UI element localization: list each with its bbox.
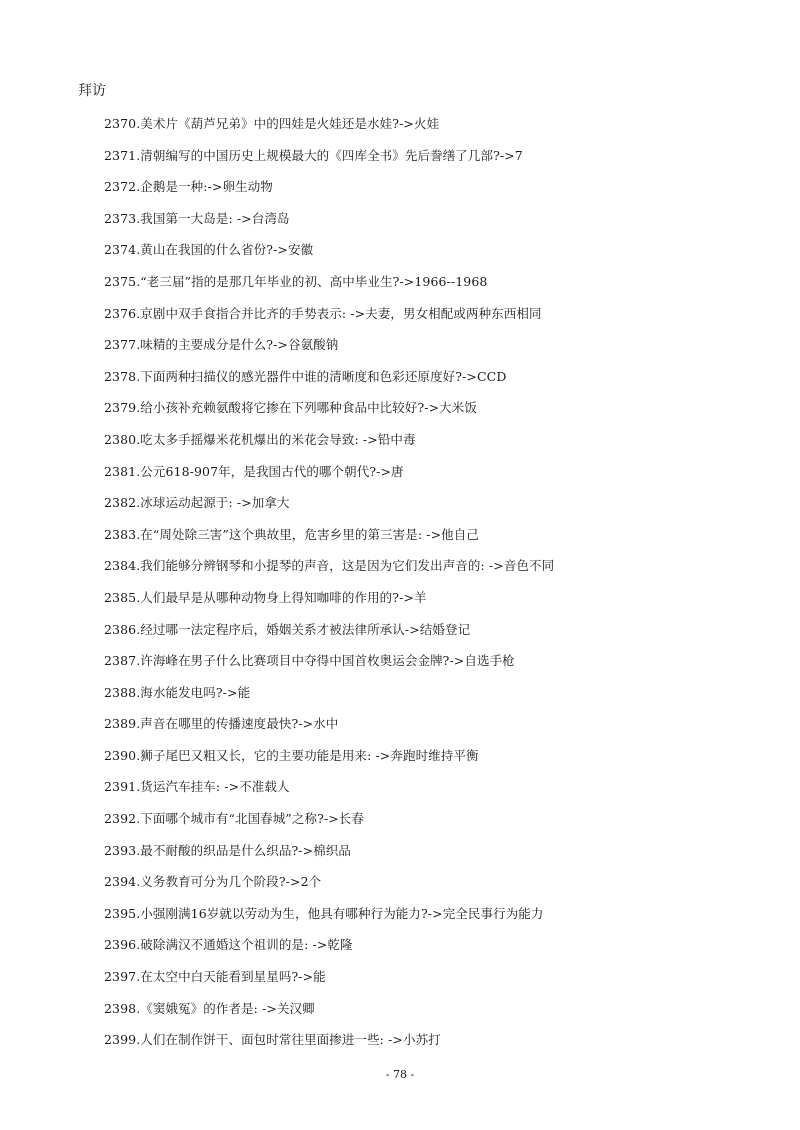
qa-item: 2371.清朝编写的中国历史上规模最大的《四库全书》先后誊缮了几部?->7 [104,147,523,163]
qa-item: 2382.冰球运动起源于: ->加拿大 [104,495,290,511]
qa-item: 2374.黄山在我国的什么省份?->安徽 [104,242,314,258]
qa-item: 2390.狮子尾巴又粗又长，它的主要功能是用来: ->奔跑时维持平衡 [104,747,479,763]
qa-item: 2386.经过哪一法定程序后，婚姻关系才被法律所承认->结婚登记 [104,621,471,637]
qa-item: 2394.义务教育可分为几个阶段?->2个 [104,874,322,890]
qa-item: 2373.我国第一大岛是: ->台湾岛 [104,210,290,226]
qa-item: 2389.声音在哪里的传播速度最快?->水中 [104,716,339,732]
qa-item: 2387.许海峰在男子什么比赛项目中夺得中国首枚奥运会金牌?->自选手枪 [104,653,515,669]
qa-item: 2384.我们能够分辨钢琴和小提琴的声音，这是因为它们发出声音的: ->音色不同 [104,558,555,574]
qa-item: 2370.美术片《葫芦兄弟》中的四娃是火娃还是水娃?->火娃 [104,116,440,131]
qa-item: 2380.吃太多手摇爆米花机爆出的米花会导致: ->铅中毒 [104,431,416,447]
page-number: - 78 - [385,1068,415,1081]
qa-item: 2397.在太空中白天能看到星星吗?->能 [104,969,326,985]
qa-item: 2388.海水能发电吗?->能 [104,684,251,700]
qa-item: 2392.下面哪个城市有“北国春城”之称?->长春 [104,811,364,827]
qa-item: 2395.小强刚满16岁就以劳动为生，他具有哪种行为能力?->完全民事行为能力 [104,905,544,921]
qa-item: 2391.货运汽车挂车: ->不准载人 [104,779,290,795]
section-heading: 拜访 [78,83,106,99]
qa-item: 2399.人们在制作饼干、面包时常往里面掺进一些: ->小苏打 [104,1032,441,1048]
qa-item: 2377.味精的主要成分是什么?->谷氨酸钠 [104,337,339,353]
qa-item: 2383.在“周处除三害”这个典故里，危害乡里的第三害是: ->他自己 [104,526,479,542]
qa-list [104,113,784,1061]
qa-item: 2381.公元618-907年，是我国古代的哪个朝代?->唐 [104,463,404,479]
qa-item: 2396.破除满汉不通婚这个祖训的是: ->乾隆 [104,937,353,953]
qa-item: 2385.人们最早是从哪种动物身上得知咖啡的作用的?->羊 [104,589,427,605]
qa-item: 2372.企鹅是一种:->卵生动物 [104,179,273,195]
qa-item: 2376.京剧中双手食指合并比齐的手势表示: ->夫妻，男女相配或两种东西相同 [104,305,542,321]
qa-item: 2393.最不耐酸的织品是什么织品?->棉织品 [104,842,351,858]
qa-item: 2398.《窦娥冤》的作者是: ->关汉卿 [104,1000,315,1016]
qa-item: 2378.下面两种扫描仪的感光器件中谁的清晰度和色彩还原度好?->CCD [104,368,507,384]
qa-item: 2379.给小孩补充赖氨酸将它掺在下列哪种食品中比较好?->大米饭 [104,400,477,416]
qa-item: 2375.“老三届”指的是那几年毕业的初、高中毕业生?->1966--1968 [104,273,488,289]
